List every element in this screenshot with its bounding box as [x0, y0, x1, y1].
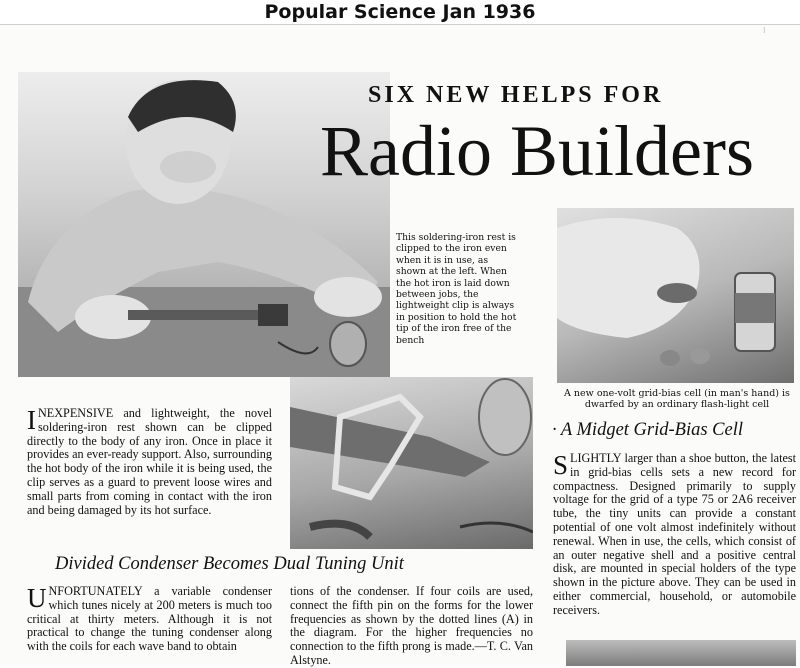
- grid-bias-paragraph: [553, 452, 796, 618]
- heading-midget-text: A Midget Grid-Bias Cell: [560, 420, 743, 440]
- condenser-paragraph-right: tions of the condenser. If four coils are used, connect the fifth pin on the forms for the lower frequencies as shown by the dotted lines (A) in the diagram. For the higher frequencies no connection to the fifth prong is made.—T. C. Van Alstyne.: [290, 584, 533, 667]
- caption-iron-rest: This soldering-iron rest is clipped to the iron even when it is in use, as shown at the left. When the hot iron is laid down between jobs, the lightweight clip is always in position to hold the hot tip of the iron free of the bench: [396, 232, 517, 346]
- condenser-paragraph-left: [27, 585, 272, 654]
- grid-cell-illustration: [557, 208, 794, 383]
- grid-bias-dropcap: S: [553, 450, 569, 480]
- intro-paragraph: [27, 407, 272, 517]
- page-banner-title: Popular Science Jan 1936: [0, 0, 800, 25]
- grid-bias-text: LIGHTLY larger than a shoe button, the latest in grid-bias cells sets a new record for compactness. Designed primarily to supply voltage for the grid of a type 75 or 2A6 receiver tube, the tiny units can provide a constant potential of one volt almost indefinitely without renewal. When in use, the cells, which consist of an outer negative shell and a positive central disk, are mounted in special holders of the type shown in the picture above. They can be used in either commercial, household, or automobile receivers.: [553, 451, 796, 617]
- intro-text: NEXPENSIVE and lightweight, the novel soldering-iron rest shown can be clipped directly to the body of any iron. Once in place it provides an ever-ready support. Also, surrounding the hot body of the iron while it is being used, the clip serves as a guard to prevent loose wires and small parts from coming in contact with the iron and being damaged by its hot surface.: [27, 406, 272, 517]
- intro-dropcap: I: [27, 405, 36, 435]
- page-corner-mark: ⁝: [763, 26, 766, 35]
- condenser-left-text: NFORTUNATELY a variable condenser which tunes nicely at 200 meters is much too critical at thirty meters. Although it is not practical to change the tuning condenser along with the coils for each wave band to obtain: [27, 584, 272, 654]
- photo-iron-rest-closeup: [290, 377, 533, 549]
- photo-hand-grid-cell: [557, 208, 794, 383]
- photo-bottom-partial: [566, 640, 796, 666]
- caption-grid-cell: A new one-volt grid-bias cell (in man's hand) is dwarfed by an ordinary flash-light cell: [564, 388, 790, 411]
- article-headline: Radio Builders: [320, 111, 754, 191]
- article-kicker: SIX NEW HELPS FOR: [368, 82, 664, 108]
- heading-divided-condenser: Divided Condenser Becomes Dual Tuning Unit: [55, 554, 404, 574]
- condenser-dropcap: U: [27, 583, 47, 613]
- iron-rest-illustration: [290, 377, 533, 549]
- heading-midget-grid-bias-cell: · A Midget Grid-Bias Cell: [552, 420, 743, 440]
